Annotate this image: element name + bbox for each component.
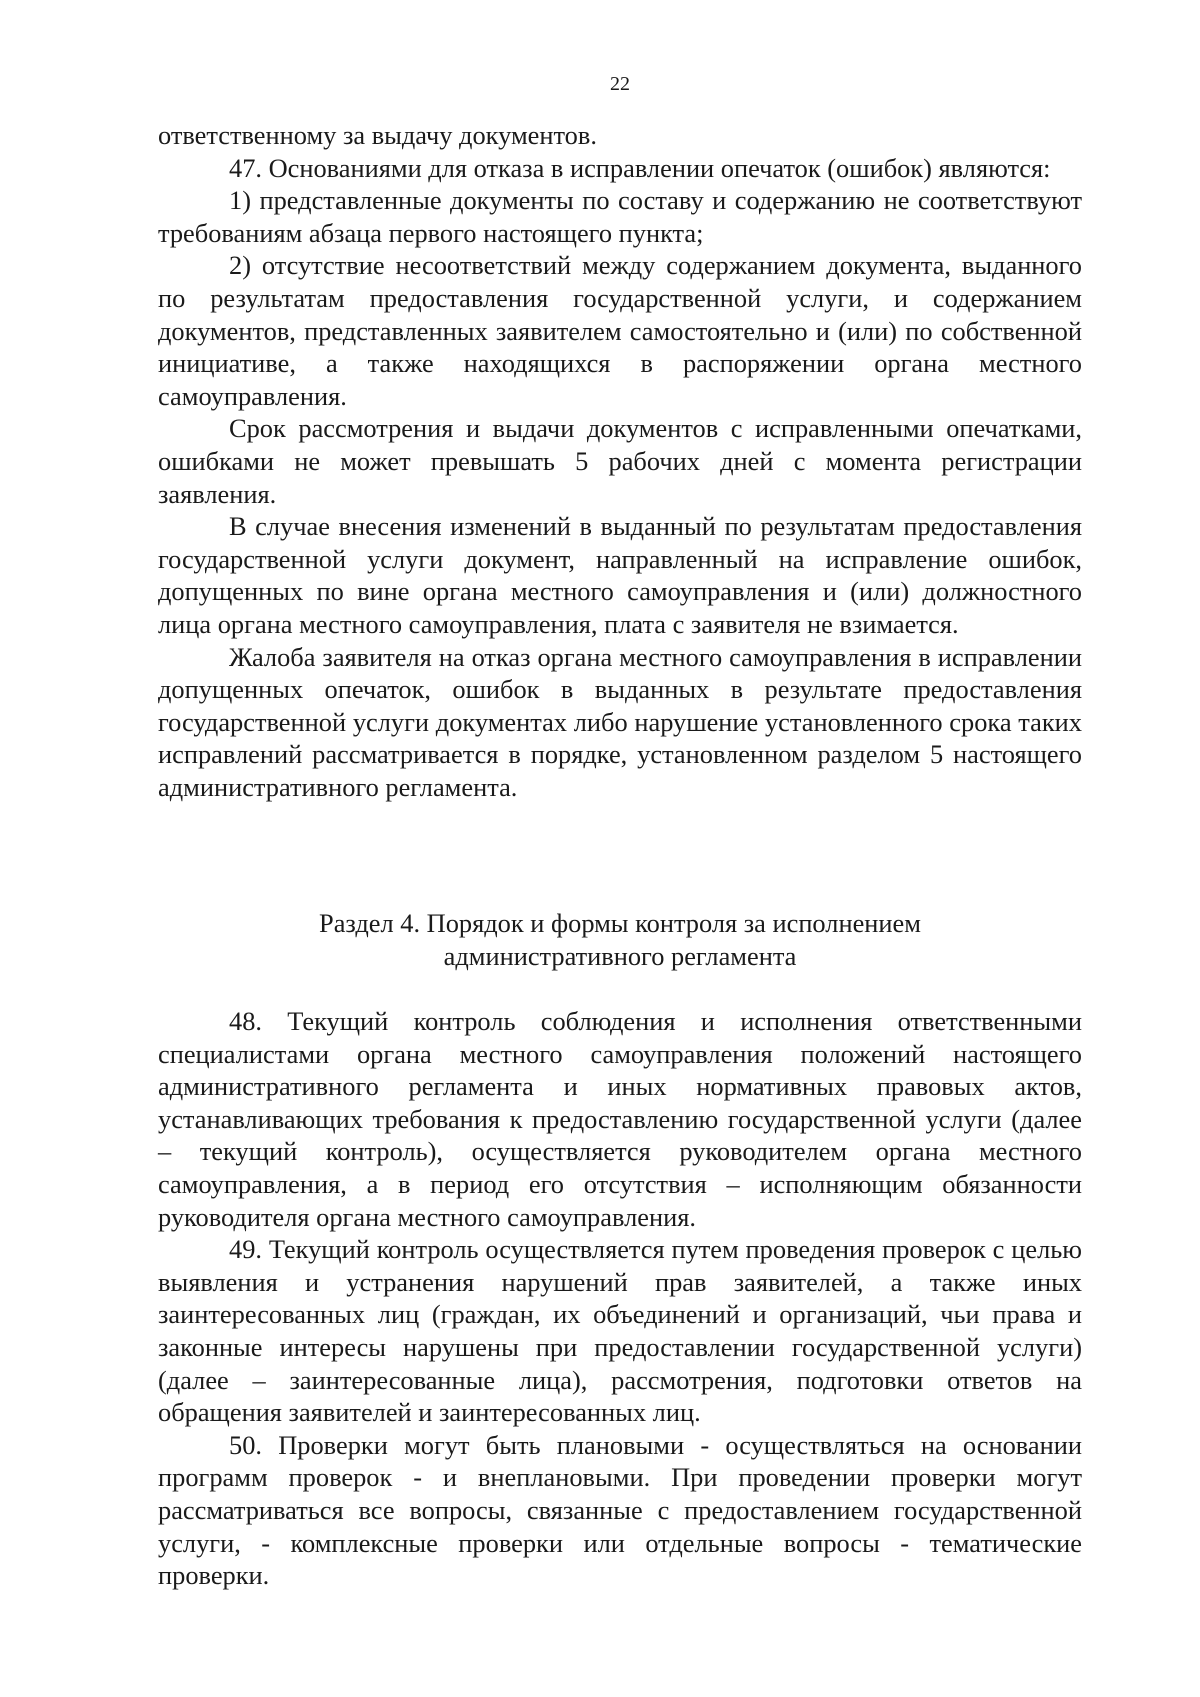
- paragraph-48: 48. Текущий контроль соблюдения и исполнения ответственными специалистами органа местного самоуправления положений настоящего административного регламента и иных нормативных правовых актов, устанавливающих требования к предоставлению государственной услуги (далее – текущий контроль), осуществляется руководителем органа местного самоуправления, а в период его отсутствия – исполняющим обязанности руководителя органа местного самоуправления.: [158, 1006, 1082, 1232]
- paragraph-47-item-1: 1) представленные документы по составу и содержанию не соответствуют требованиям абзаца первого настоящего пункта;: [158, 185, 1082, 248]
- paragraph-47: 47. Основаниями для отказа в исправлении опечаток (ошибок) являются:: [229, 152, 1051, 183]
- paragraph-complaint: Жалоба заявителя на отказ органа местного самоуправления в исправлении допущенных опечаток, ошибок в выданных в результате предоставления государственной услуги документах либо нарушение установленного срока таких исправлений рассматривается в порядке, установленном разделом 5 настоящего административного регламента.: [158, 641, 1082, 802]
- paragraph-49: 49. Текущий контроль осуществляется путем проведения проверок с целью выявления и устранения нарушений прав заявителей, а также иных заинтересованных лиц (граждан, их объединений и организаций, чьи права и законные интересы нарушены при предоставлении государственной услуги) (далее – заинтересованные лица), рассмотрения, подготовки ответов на обращения заявителей и заинтересованных лиц.: [158, 1234, 1082, 1428]
- page-number: 22: [610, 73, 630, 95]
- paragraph-47-item-2: 2) отсутствие несоответствий между содержанием документа, выданного по результатам предоставления государственной услуги, и содержанием документов, представленных заявителем самостоятельно и (или) по собственной инициативе, а также находящихся в распоряжении органа местного самоуправления.: [158, 250, 1082, 411]
- section-heading-line-2: административного регламента: [443, 940, 797, 971]
- section-heading: [158, 907, 1082, 972]
- body-text-bottom: [158, 1005, 1082, 1592]
- paragraph-50: 50. Проверки могут быть плановыми - осуществляться на основании программ проверок - и внеплановыми. При проведении проверки могут рассматриваться все вопросы, связанные с предоставлением государственной услуги, - комплексные проверки или отдельные вопросы - тематические проверки.: [158, 1429, 1082, 1591]
- paragraph-no-fee: В случае внесения изменений в выданный по результатам предоставления государственной услуги документ, направленный на исправление ошибок, допущенных по вине органа местного самоуправления и (или) должностного лица органа местного самоуправления, плата с заявителя не взимается.: [158, 511, 1082, 639]
- body-text-top: [158, 119, 1082, 803]
- section-heading-line-1: Раздел 4. Порядок и формы контроля за исполнением: [319, 908, 921, 938]
- paragraph-review-period: Срок рассмотрения и выдачи документов с исправленными опечатками, ошибками не может превышать 5 рабочих дней с момента регистрации заявления.: [158, 413, 1082, 509]
- paragraph-continuation: ответственному за выдачу документов.: [158, 120, 597, 150]
